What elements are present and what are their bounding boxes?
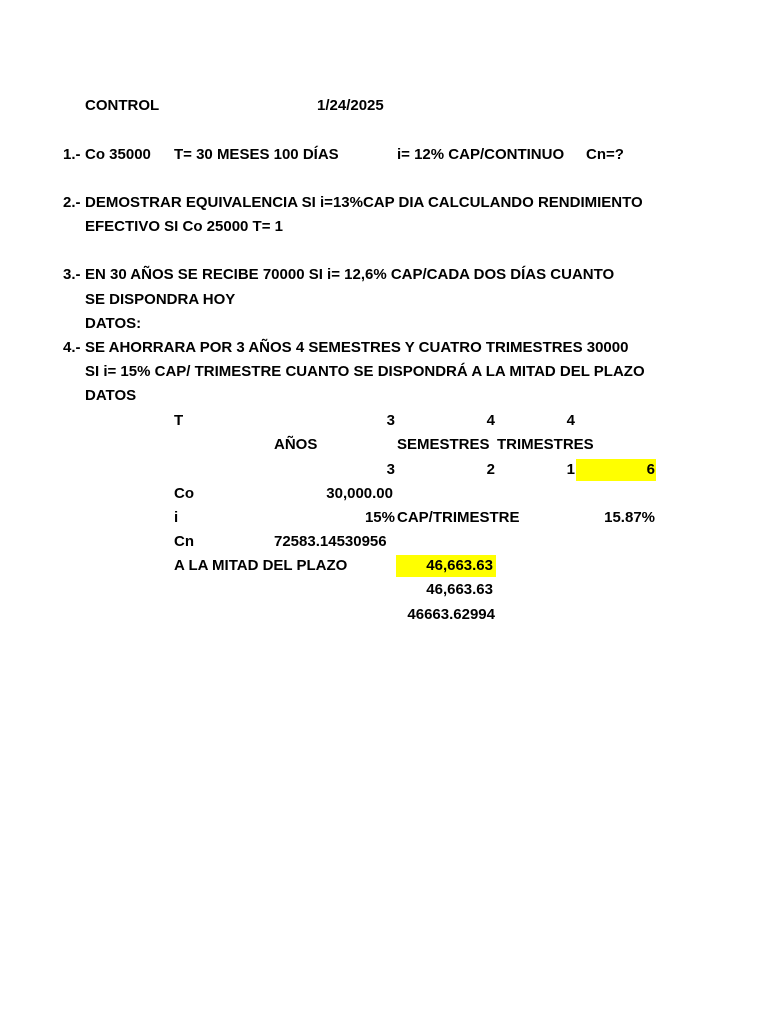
mitad-value-2: 46,663.63 bbox=[426, 581, 493, 598]
problem-4-line-3: DATOS bbox=[85, 387, 137, 404]
cn-value: 72583.14530956 bbox=[274, 533, 387, 550]
unit-semesters: SEMESTRES bbox=[397, 436, 490, 453]
problem-2-line-2: EFECTIVO SI Co 25000 T= 1 bbox=[85, 218, 283, 235]
problem-1-co: Co 35000 bbox=[85, 146, 151, 163]
document-date: 1/24/2025 bbox=[317, 97, 384, 114]
i-capitalization: CAP/TRIMESTRE bbox=[397, 509, 520, 526]
problem-1-question: Cn=? bbox=[586, 146, 624, 163]
problem-4-line-2: SI i= 15% CAP/ TRIMESTRE CUANTO SE DISPONDRÁ A LA MITAD DEL PLAZO bbox=[85, 363, 645, 380]
unit-years: AÑOS bbox=[274, 436, 318, 453]
co-label: Co bbox=[174, 485, 194, 502]
mitad-label: A LA MITAD DEL PLAZO bbox=[174, 557, 348, 574]
i-effective-rate: 15.87% bbox=[604, 509, 655, 526]
problem-3-number: 3.- bbox=[63, 266, 81, 283]
cn-label: Cn bbox=[174, 533, 194, 550]
i-label: i bbox=[174, 509, 179, 526]
periods-years: 3 bbox=[386, 461, 395, 478]
unit-trimesters: TRIMESTRES bbox=[497, 436, 594, 453]
problem-1-number: 1.- bbox=[63, 146, 81, 163]
mitad-value-3: 46663.62994 bbox=[407, 606, 495, 623]
t-label: T bbox=[174, 412, 184, 429]
problem-3-line-1: EN 30 AÑOS SE RECIBE 70000 SI i= 12,6% CAP/CADA DOS DÍAS CUANTO bbox=[85, 266, 615, 283]
co-value: 30,000.00 bbox=[326, 485, 393, 502]
t-value-years: 3 bbox=[386, 412, 395, 429]
problem-4-number: 4.- bbox=[63, 339, 81, 356]
problem-3-line-3: DATOS: bbox=[85, 315, 142, 332]
problem-2-line-1: DEMOSTRAR EQUIVALENCIA SI i=13%CAP DIA CALCULANDO RENDIMIENTO bbox=[85, 194, 643, 211]
t-value-semesters: 4 bbox=[486, 412, 495, 429]
periods-semesters: 2 bbox=[486, 461, 495, 478]
periods-trimesters: 1 bbox=[566, 461, 575, 478]
problem-4-line-1: SE AHORRARA POR 3 AÑOS 4 SEMESTRES Y CUATRO TRIMESTRES 30000 bbox=[85, 339, 629, 356]
problem-2-number: 2.- bbox=[63, 194, 81, 211]
problem-1-rate: i= 12% CAP/CONTINUO bbox=[397, 146, 565, 163]
periods-total: 6 bbox=[646, 461, 655, 478]
mitad-value-1: 46,663.63 bbox=[426, 557, 493, 574]
t-value-trimesters: 4 bbox=[566, 412, 575, 429]
problem-3-line-2: SE DISPONDRA HOY bbox=[85, 291, 236, 308]
problem-1-time: T= 30 MESES 100 DÍAS bbox=[174, 146, 339, 163]
document-title: CONTROL bbox=[85, 97, 160, 114]
i-value: 15% bbox=[364, 509, 395, 526]
